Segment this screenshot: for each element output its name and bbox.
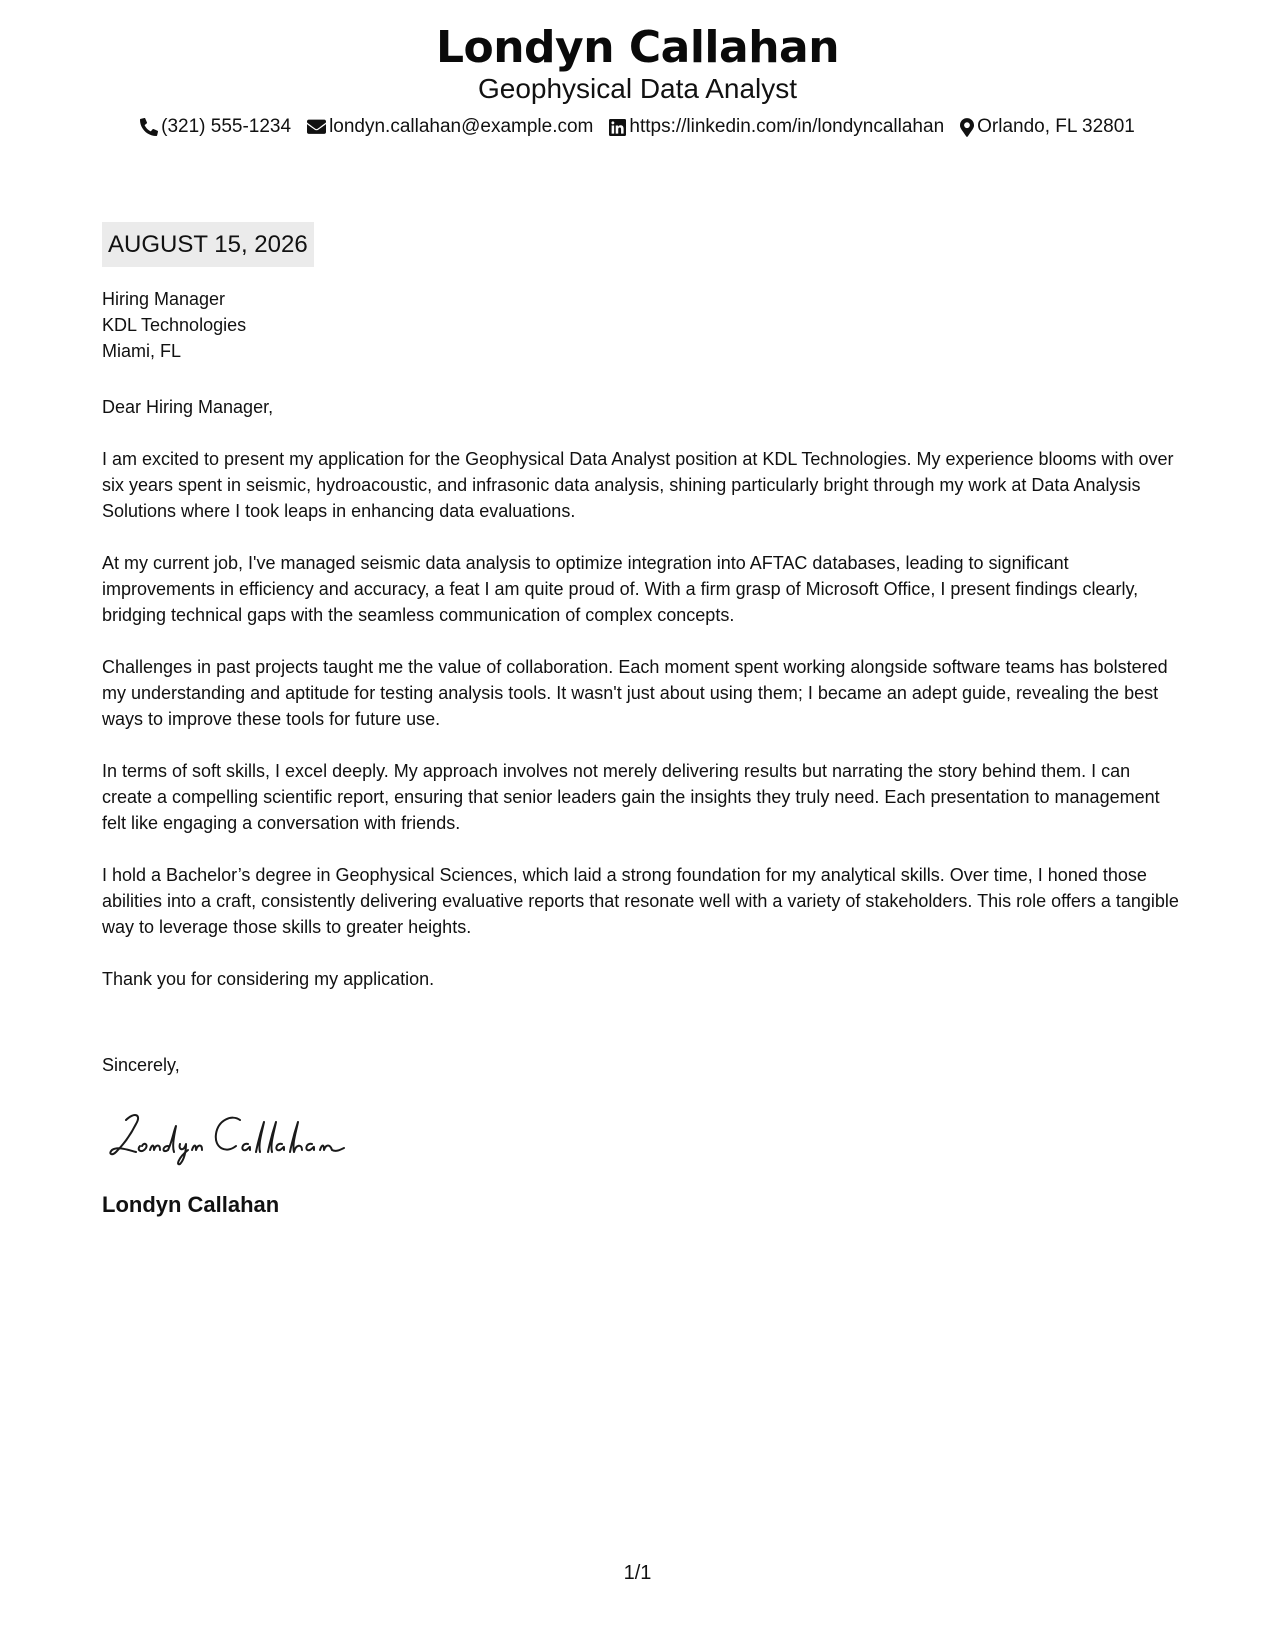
applicant-name: Londyn Callahan [435,22,840,73]
contact-linkedin [609,114,944,140]
body-paragraph: I hold a Bachelor’s degree in Geophysical Sciences, which laid a strong foundation for my analytical skills. Over time, I honed those abilities into a craft, consistently delivering evaluative reports that resonate well with a variety of stakeholders. This role offers a tangible way to leverage those skills to greater heights. [102,865,1179,937]
contact-location [960,114,1135,140]
salutation: Dear Hiring Manager, [102,397,274,417]
closing-line: Sincerely, [102,1055,180,1075]
letter-header [0,22,1275,140]
contact-email-text[interactable]: londyn.callahan@example.com [329,116,594,137]
thank-you-line: Thank you for considering my application. [102,969,435,989]
contact-linkedin-text[interactable]: https://linkedin.com/in/londyncallahan [629,116,945,137]
page-number: 1/1 [623,1562,652,1584]
body-paragraph: At my current job, I've managed seismic data analysis to optimize integration into AFTAC databases, leading to significant improvements in efficiency and accuracy, a feat I am quite proud of. With a firm grasp of Microsoft Office, I present findings clearly, bridging technical gaps with the seamless communication of complex concepts. [102,553,1139,625]
signer-name: Londyn Callahan [102,1192,280,1217]
phone-icon [140,118,158,136]
recipient-block [102,286,246,364]
recipient-company: KDL Technologies [102,315,247,335]
letter-date: AUGUST 15, 2026 [102,222,314,267]
body-paragraph: I am excited to present my application for the Geophysical Data Analyst position at KDL Technologies. My experience blooms with over six years spent in seismic, hydroacoustic, and infrasonic data analysis, shining particularly bright through my work at Data Analysis Solutions where I took leaps in enhancing data evaluations. [102,449,1174,521]
body-paragraph: Challenges in past projects taught me the value of collaboration. Each moment spent working alongside software teams has bolstered my understanding and aptitude for testing analysis tools. It wasn't just about using them; I became an adept guide, revealing the best ways to improve these tools for future use. [102,657,1168,729]
contact-row [0,114,1275,140]
contact-location-text: Orlando, FL 32801 [977,116,1135,137]
contact-email [307,114,593,140]
applicant-title: Geophysical Data Analyst [477,73,798,104]
recipient-title: Hiring Manager [102,289,226,309]
map-marker-icon [960,118,974,137]
contact-phone-text: (321) 555-1234 [161,116,292,137]
body-paragraph: In terms of soft skills, I excel deeply. My approach involves not merely delivering results but narrating the story behind them. I can create a compelling scientific report, ensuring that senior leaders gain the insights they truly need. Each presentation to management felt like engaging a conversation with friends. [102,761,1160,833]
recipient-location: Miami, FL [102,341,182,361]
handwritten-signature [104,1106,364,1166]
contact-phone [140,114,291,140]
letter-body [102,394,1182,1018]
envelope-icon [307,119,326,135]
linkedin-icon [609,119,626,136]
